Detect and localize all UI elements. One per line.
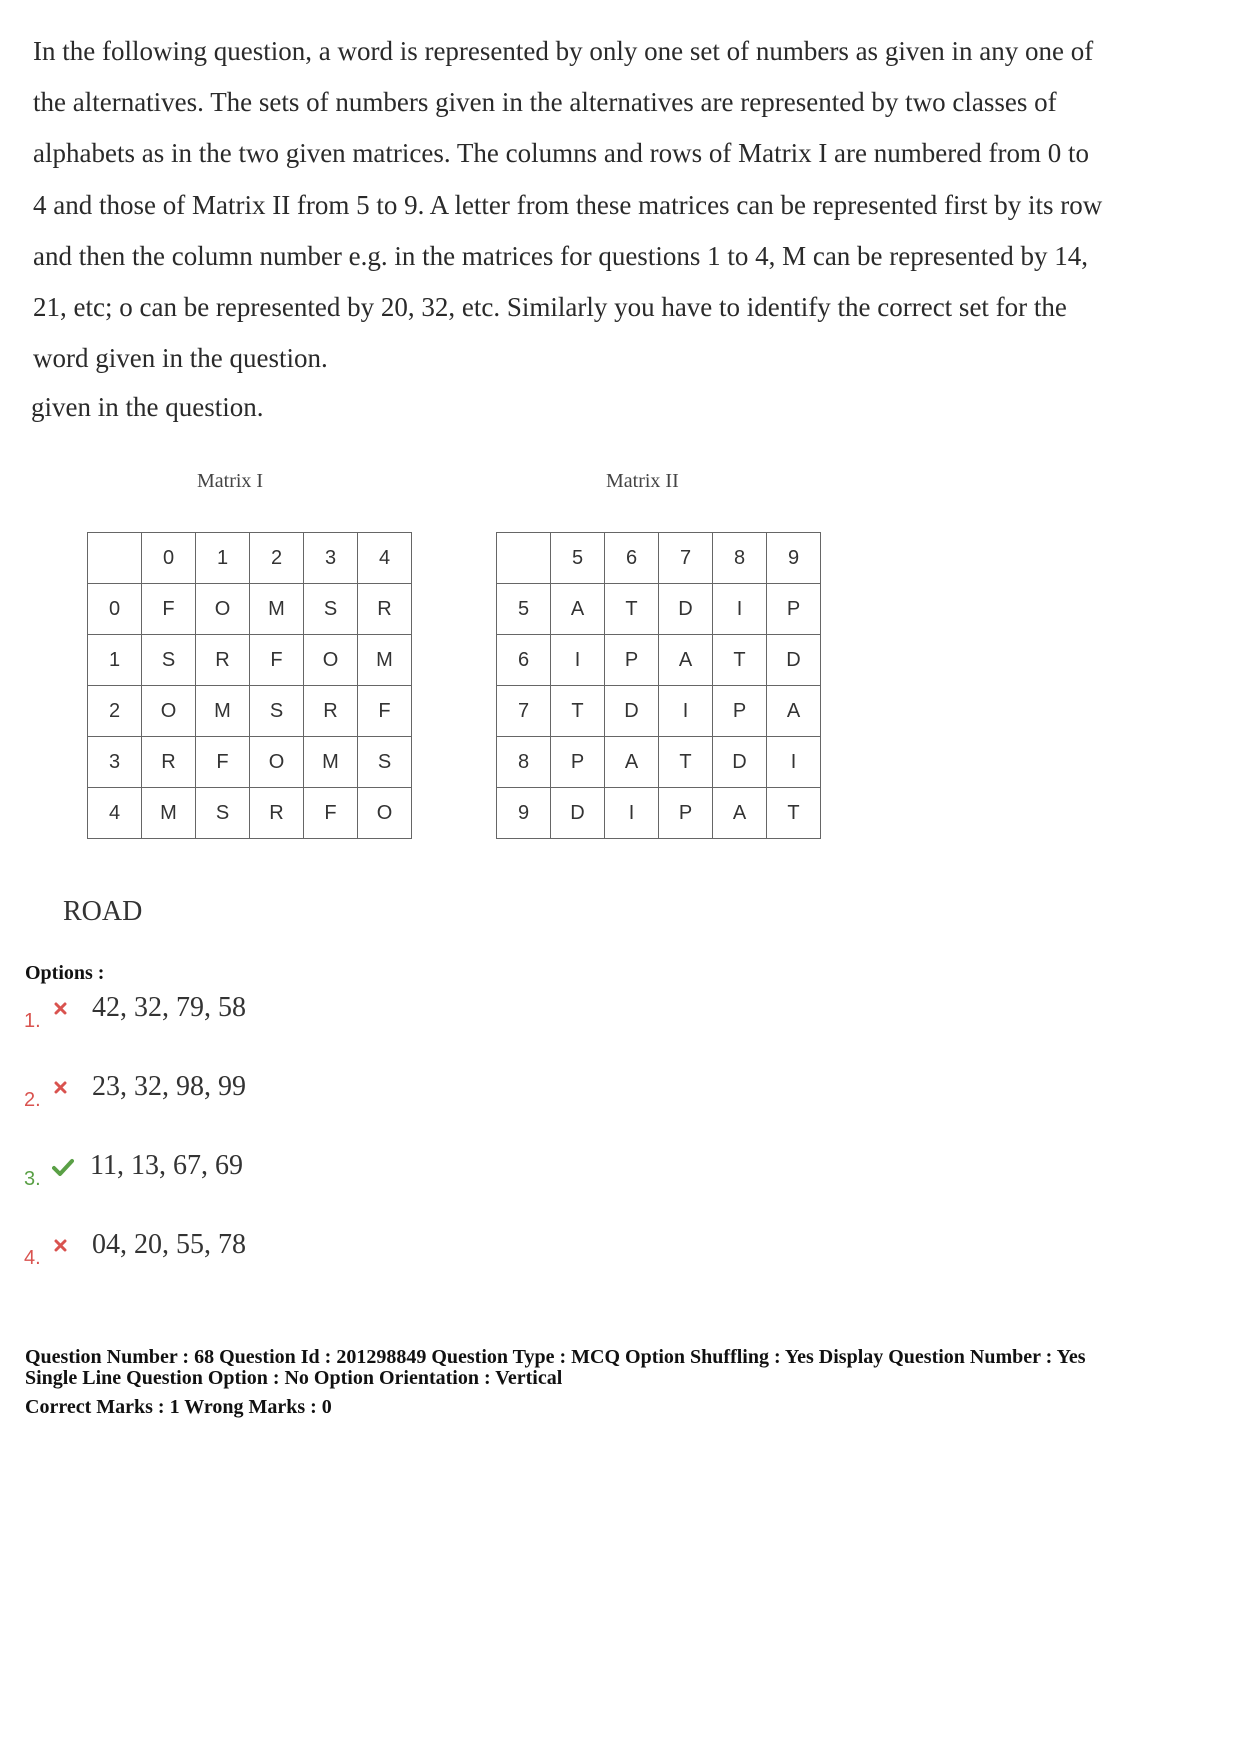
matrix-cell: D (551, 788, 605, 839)
matrix-row-header: 4 (88, 788, 142, 839)
matrix-row-header: 9 (497, 788, 551, 839)
matrix-row-header: 7 (497, 686, 551, 737)
matrix-col-header: 5 (551, 533, 605, 584)
matrix-cell: O (250, 737, 304, 788)
matrix-cell: F (250, 635, 304, 686)
matrix1-table (87, 532, 412, 839)
matrix-cell: D (767, 635, 821, 686)
matrix1-title: Matrix I (197, 470, 264, 492)
option-value: 04, 20, 55, 78 (92, 1229, 246, 1260)
matrix-cell: M (304, 737, 358, 788)
option-number: 3. (24, 1168, 41, 1190)
matrix-row-header: 1 (88, 635, 142, 686)
matrix-cell: R (304, 686, 358, 737)
question-text (33, 26, 1223, 384)
matrix-cell: T (767, 788, 821, 839)
matrix-col-header: 6 (605, 533, 659, 584)
matrix-header-row (497, 533, 821, 584)
matrix-cell: S (196, 788, 250, 839)
option-number: 1. (24, 1010, 41, 1032)
matrix-col-header: 1 (196, 533, 250, 584)
matrix-cell: I (713, 584, 767, 635)
matrix-row-header: 0 (88, 584, 142, 635)
matrix-cell: R (142, 737, 196, 788)
option-value: 42, 32, 79, 58 (92, 992, 246, 1023)
matrix-row (88, 686, 412, 737)
option-number: 2. (24, 1089, 41, 1111)
check-icon (52, 1158, 74, 1181)
matrix-cell: M (358, 635, 412, 686)
question-line: alphabets as in the two given matrices. The columns and rows of Matrix I are numbered from 0 to (33, 138, 1089, 169)
matrix-row (497, 635, 821, 686)
matrix-row (497, 737, 821, 788)
matrix-corner-cell (497, 533, 551, 584)
matrix-cell: T (713, 635, 767, 686)
matrix-row (88, 635, 412, 686)
meta-line: Single Line Question Option : No Option Orientation : Vertical (25, 1367, 563, 1389)
matrix-row (88, 584, 412, 635)
matrix2-title: Matrix II (606, 470, 679, 492)
matrix-cell: P (605, 635, 659, 686)
matrix-cell: O (304, 635, 358, 686)
option-value: 23, 32, 98, 99 (92, 1071, 246, 1102)
question-word: ROAD (63, 896, 143, 927)
matrix-cell: I (551, 635, 605, 686)
question-line: word given in the question. (33, 343, 328, 374)
matrix-cell: F (304, 788, 358, 839)
cross-icon (54, 1002, 67, 1020)
matrix-cell: A (659, 635, 713, 686)
matrix-cell: S (142, 635, 196, 686)
matrix-col-header: 0 (142, 533, 196, 584)
matrix-col-header: 7 (659, 533, 713, 584)
matrix-row (88, 737, 412, 788)
matrix-col-header: 2 (250, 533, 304, 584)
matrix-cell: P (713, 686, 767, 737)
matrix-cell: D (659, 584, 713, 635)
matrix-cell: P (659, 788, 713, 839)
matrix-cell: A (605, 737, 659, 788)
matrix-row-header: 2 (88, 686, 142, 737)
matrix-cell: R (250, 788, 304, 839)
matrix-row-header: 8 (497, 737, 551, 788)
question-line: 4 and those of Matrix II from 5 to 9. A letter from these matrices can be represented first by its row (33, 189, 1103, 220)
option-value: 11, 13, 67, 69 (90, 1150, 243, 1181)
matrix-cell: R (358, 584, 412, 635)
matrix-cell: I (659, 686, 713, 737)
options-label: Options : (25, 962, 105, 984)
matrix-cell: A (767, 686, 821, 737)
question-line: and then the column number e.g. in the matrices for questions 1 to 4, M can be represented by 14, (33, 240, 1088, 271)
meta-line: Correct Marks : 1 Wrong Marks : 0 (25, 1396, 332, 1418)
matrix-row-header: 6 (497, 635, 551, 686)
matrix-col-header: 8 (713, 533, 767, 584)
matrix-cell: F (196, 737, 250, 788)
matrix2-table (496, 532, 821, 839)
matrix-cell: O (196, 584, 250, 635)
matrix-corner-cell (88, 533, 142, 584)
matrix-row (497, 584, 821, 635)
question-line: the alternatives. The sets of numbers given in the alternatives are represented by two classes of (33, 87, 1057, 118)
matrix-row-header: 3 (88, 737, 142, 788)
question-line: In the following question, a word is represented by only one set of numbers as given in any one of (33, 36, 1094, 66)
question-extra-line: given in the question. (31, 392, 264, 422)
matrix-cell: O (358, 788, 412, 839)
matrix-row-header: 5 (497, 584, 551, 635)
matrix-row (497, 788, 821, 839)
matrix-cell: I (767, 737, 821, 788)
matrix-cell: P (551, 737, 605, 788)
matrix-cell: S (250, 686, 304, 737)
cross-icon (54, 1081, 67, 1099)
matrix-cell: O (142, 686, 196, 737)
matrix-cell: T (659, 737, 713, 788)
matrix-cell: S (358, 737, 412, 788)
matrix-cell: T (551, 686, 605, 737)
matrix-row (497, 686, 821, 737)
cross-icon (54, 1239, 67, 1257)
question-meta (25, 1347, 1085, 1418)
matrix-cell: I (605, 788, 659, 839)
matrix-cell: T (605, 584, 659, 635)
matrix-cell: M (250, 584, 304, 635)
option-number: 4. (24, 1247, 41, 1269)
matrix-cell: S (304, 584, 358, 635)
matrix-row (88, 788, 412, 839)
matrix-cell: A (713, 788, 767, 839)
question-line: 21, etc; o can be represented by 20, 32, etc. Similarly you have to identify the correct set for the (33, 292, 1067, 323)
matrix-header-row (88, 533, 412, 584)
matrix-col-header: 4 (358, 533, 412, 584)
matrix-col-header: 3 (304, 533, 358, 584)
meta-line: Question Number : 68 Question Id : 201298849 Question Type : MCQ Option Shuffling : Yes Display Question Number : Yes (25, 1346, 1086, 1368)
matrix-cell: D (605, 686, 659, 737)
matrix-col-header: 9 (767, 533, 821, 584)
matrix-cell: A (551, 584, 605, 635)
matrix-cell: F (358, 686, 412, 737)
matrix-cell: M (196, 686, 250, 737)
matrix-cell: D (713, 737, 767, 788)
matrix-cell: R (196, 635, 250, 686)
matrix-cell: M (142, 788, 196, 839)
matrix-cell: P (767, 584, 821, 635)
matrix-cell: F (142, 584, 196, 635)
